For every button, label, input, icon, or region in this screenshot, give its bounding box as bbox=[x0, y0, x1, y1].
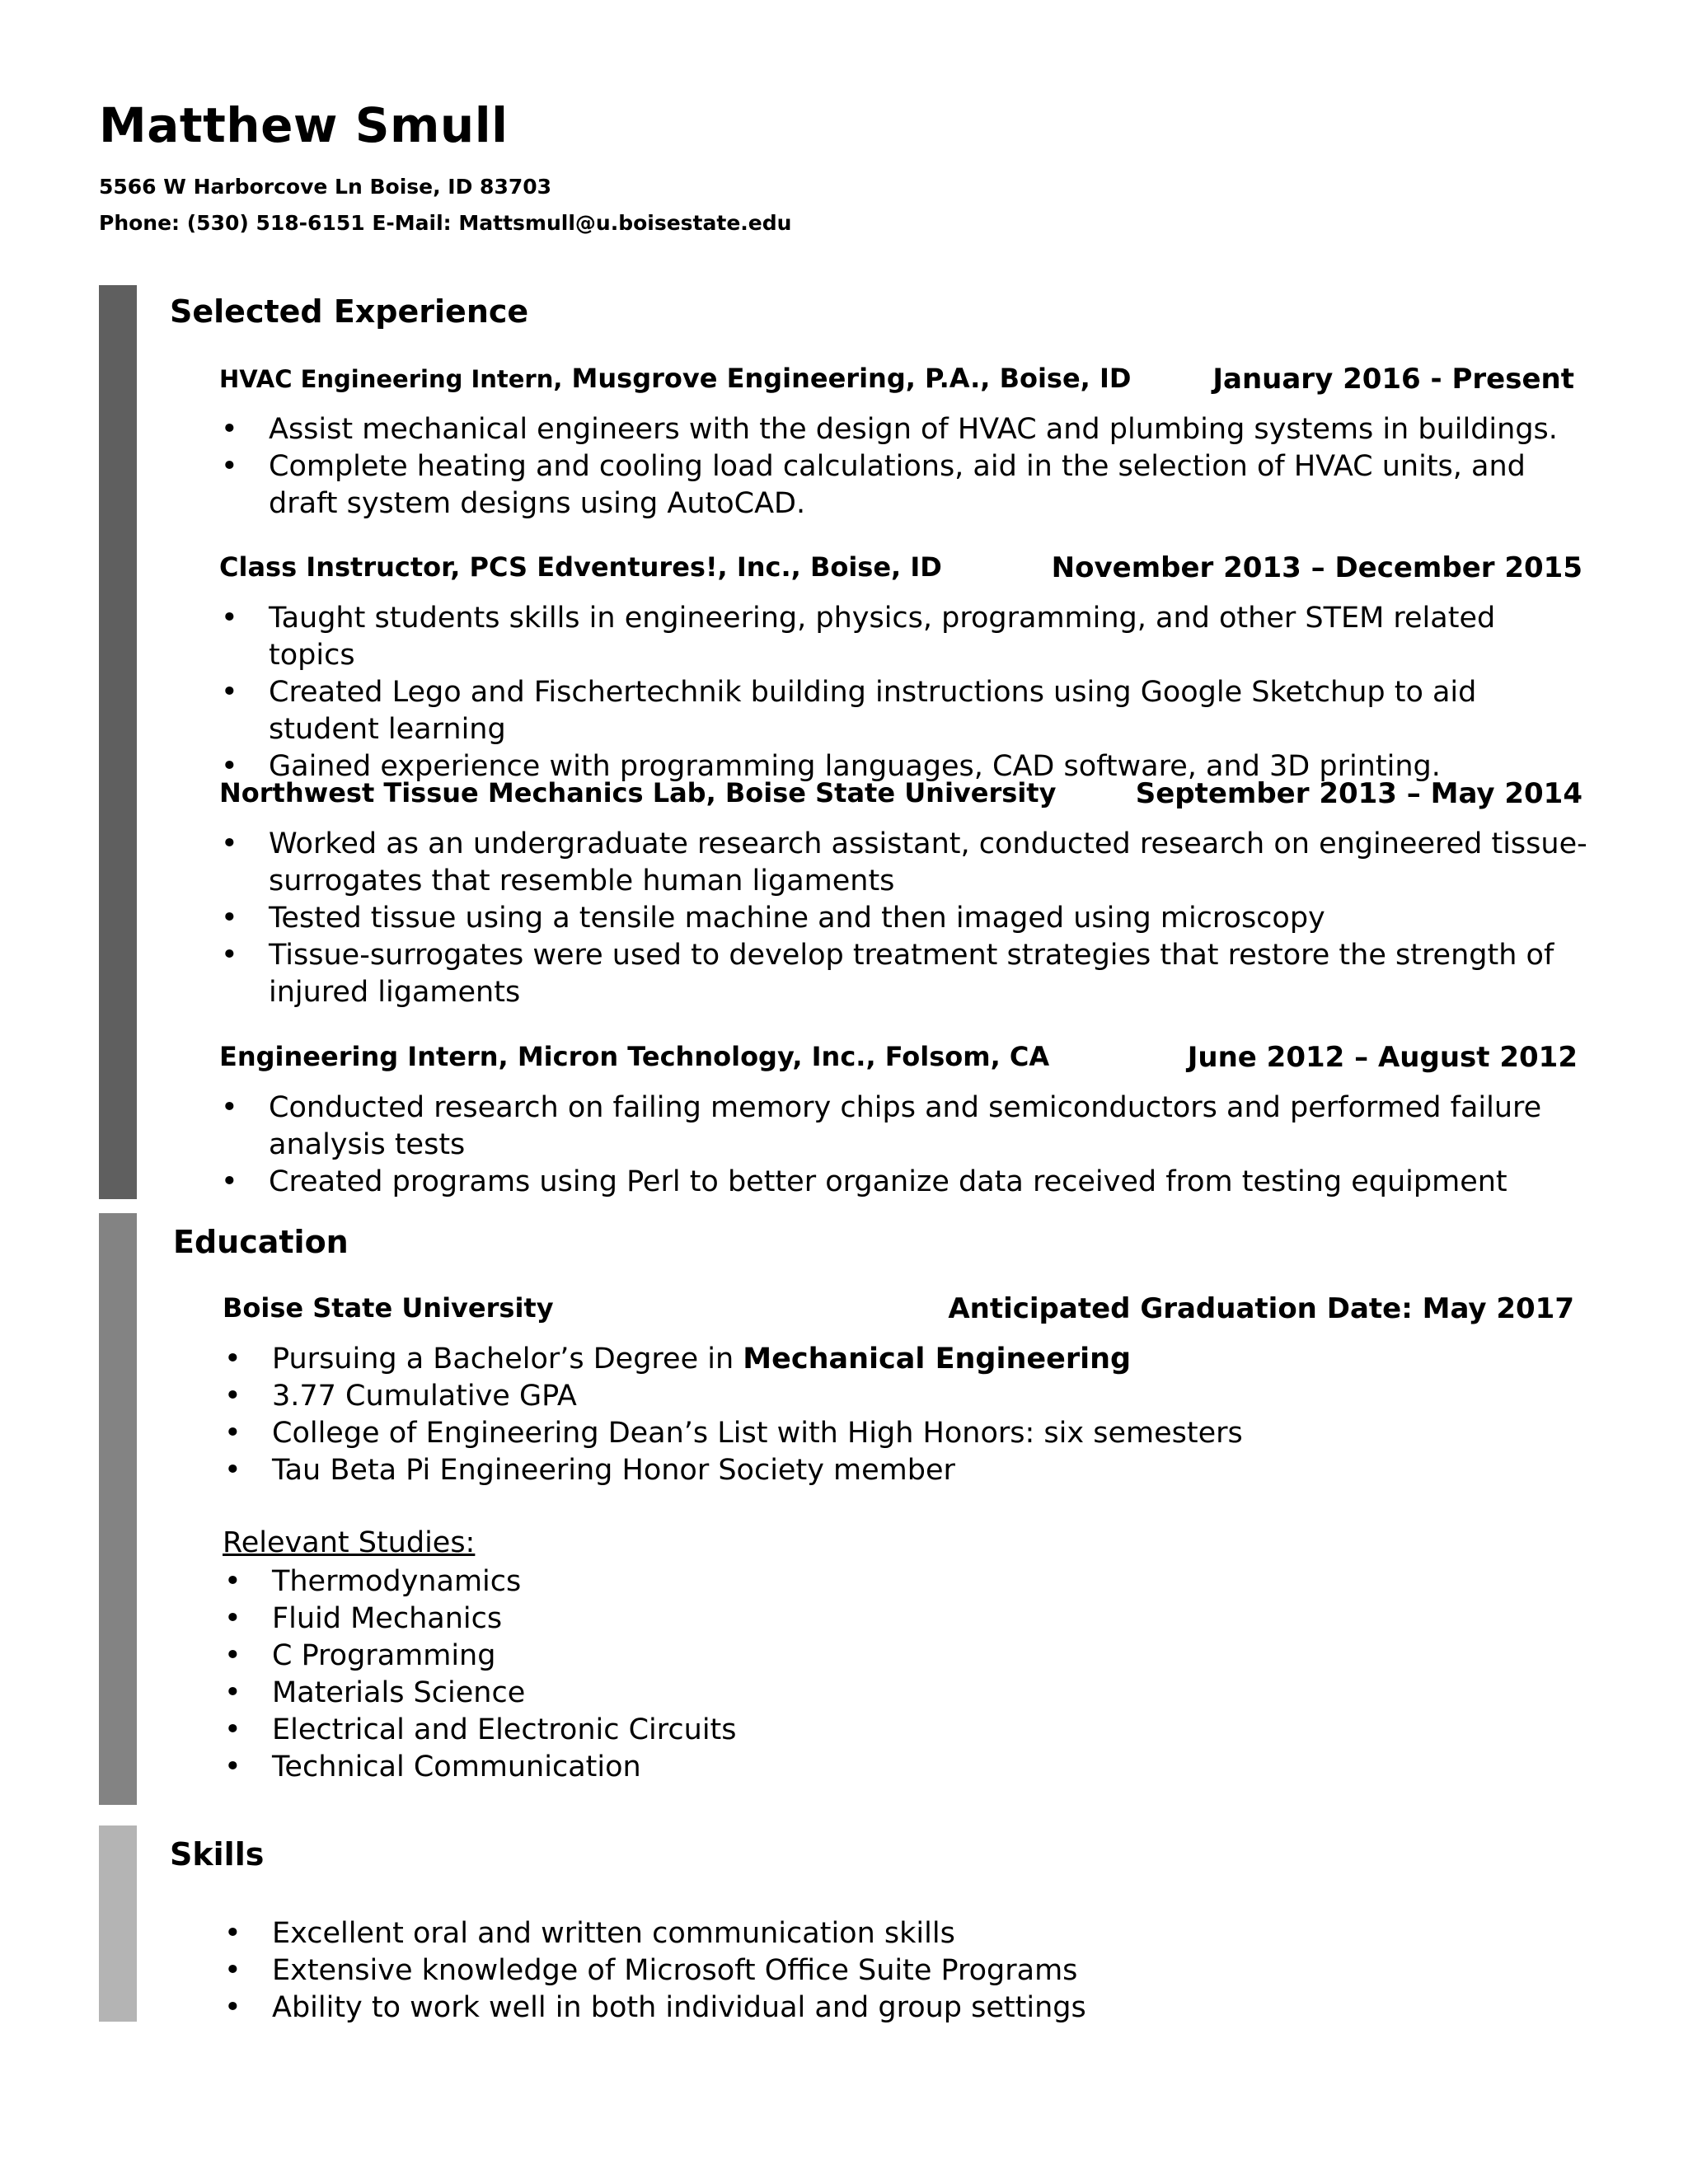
list-item bbox=[219, 1164, 1587, 1201]
list-item bbox=[219, 826, 1587, 900]
bullet-icon: • bbox=[221, 1165, 238, 1198]
bullet-text: Materials Science bbox=[272, 1676, 526, 1709]
bullet-icon: • bbox=[221, 902, 238, 935]
school-header bbox=[223, 1292, 1574, 1325]
job-header bbox=[219, 363, 1582, 396]
bullet-icon: • bbox=[221, 939, 238, 972]
list-item bbox=[223, 1563, 1582, 1601]
degree-prefix: Pursuing a Bachelor’s Degree in bbox=[272, 1343, 743, 1376]
job-title: Northwest Tissue Mechanics Lab, Boise State University bbox=[219, 777, 1057, 808]
job-bullets bbox=[219, 826, 1587, 1011]
list-item bbox=[223, 1712, 1582, 1749]
bullet-text: Created programs using Perl to better organize data received from testing equipment bbox=[269, 1165, 1507, 1198]
bullet-text: Extensive knowledge of Microsoft Office Suite Programs bbox=[272, 1954, 1078, 1987]
bullet-icon: • bbox=[224, 1917, 241, 1950]
list-item bbox=[223, 1638, 1582, 1675]
education-accent-bar bbox=[99, 1213, 137, 1805]
list-item bbox=[223, 1675, 1582, 1712]
job-organization: Musgrove Engineering, P.A., Boise, ID bbox=[562, 363, 1132, 394]
graduation-date: Anticipated Graduation Date: May 2017 bbox=[948, 1292, 1574, 1325]
bullet-icon: • bbox=[221, 413, 238, 446]
list-item bbox=[219, 600, 1587, 674]
bullet-icon: • bbox=[224, 1954, 241, 1987]
bullet-icon: • bbox=[224, 1676, 241, 1709]
bullet-text: C Programming bbox=[272, 1639, 496, 1672]
job-dates: November 2013 – December 2015 bbox=[1051, 551, 1582, 584]
section-title-education: Education bbox=[173, 1224, 349, 1260]
bullet-icon: • bbox=[221, 1091, 238, 1124]
list-item bbox=[219, 674, 1587, 748]
job-dates: June 2012 – August 2012 bbox=[1187, 1041, 1578, 1074]
bullet-text: Thermodynamics bbox=[272, 1565, 522, 1598]
job-header bbox=[219, 551, 1582, 584]
bullet-icon: • bbox=[224, 1565, 241, 1598]
bullet-icon: • bbox=[221, 450, 238, 483]
bullet-text: Tested tissue using a tensile machine and then imaged using microscopy bbox=[269, 902, 1325, 935]
job-header bbox=[219, 777, 1582, 810]
bullet-text: Tau Beta Pi Engineering Honor Society member bbox=[272, 1454, 955, 1487]
relevant-studies-heading: Relevant Studies: bbox=[223, 1526, 476, 1559]
degree-major: Mechanical Engineering bbox=[743, 1343, 1132, 1376]
bullet-icon: • bbox=[224, 1991, 241, 2024]
bullet-icon: • bbox=[224, 1343, 241, 1376]
school-name: Boise State University bbox=[223, 1292, 554, 1324]
list-item bbox=[219, 1090, 1587, 1164]
list-item bbox=[219, 448, 1587, 523]
bullet-icon: • bbox=[224, 1380, 241, 1413]
list-item bbox=[223, 1749, 1582, 1786]
bullet-text: Ability to work well in both individual and group settings bbox=[272, 1991, 1086, 2024]
bullet-icon: • bbox=[224, 1454, 241, 1487]
bullet-text: College of Engineering Dean’s List with High Honors: six semesters bbox=[272, 1417, 1243, 1450]
job-role: HVAC Engineering Intern, bbox=[219, 365, 563, 393]
job-dates: January 2016 - Present bbox=[1212, 363, 1574, 396]
list-item bbox=[223, 1341, 1582, 1378]
job-header bbox=[219, 1041, 1582, 1074]
bullet-text: Excellent oral and written communication skills bbox=[272, 1917, 955, 1950]
bullet-text: Assist mechanical engineers with the design of HVAC and plumbing systems in buildings. bbox=[269, 413, 1558, 446]
list-item bbox=[223, 1378, 1582, 1415]
experience-accent-bar bbox=[99, 285, 137, 1199]
bullet-icon: • bbox=[224, 1713, 241, 1746]
bullet-icon: • bbox=[221, 750, 238, 783]
bullet-icon: • bbox=[224, 1750, 241, 1783]
bullet-text: Taught students skills in engineering, physics, programming, and other STEM related topics bbox=[269, 602, 1496, 672]
list-item bbox=[223, 1601, 1582, 1638]
bullet-text: Gained experience with programming languages, CAD software, and 3D printing. bbox=[269, 750, 1441, 783]
bullet-text: Created Lego and Fischertechnik building instructions using Google Sketchup to aid student learning bbox=[269, 676, 1477, 746]
job-title: Engineering Intern, Micron Technology, Inc., Folsom, CA bbox=[219, 1041, 1050, 1072]
bullet-icon: • bbox=[224, 1639, 241, 1672]
job-title: Class Instructor, PCS Edventures!, Inc., Boise, ID bbox=[219, 551, 942, 583]
bullet-text: Electrical and Electronic Circuits bbox=[272, 1713, 737, 1746]
bullet-text: Tissue-surrogates were used to develop treatment strategies that restore the strength of injured ligaments bbox=[269, 939, 1554, 1009]
education-bullets bbox=[223, 1341, 1582, 1489]
bullet-icon: • bbox=[224, 1602, 241, 1635]
list-item bbox=[219, 411, 1587, 448]
job-dates: September 2013 – May 2014 bbox=[1135, 777, 1582, 810]
bullet-text: 3.77 Cumulative GPA bbox=[272, 1380, 577, 1413]
bullet-text: Conducted research on failing memory chips and semiconductors and performed failure analysis tests bbox=[269, 1091, 1542, 1161]
list-item bbox=[223, 1952, 1582, 1990]
bullet-icon: • bbox=[221, 676, 238, 709]
section-title-skills: Skills bbox=[170, 1836, 265, 1872]
contact-line: Phone: (530) 518-6151 E-Mail: Mattsmull@u.boisestate.edu bbox=[99, 211, 792, 235]
bullet-icon: • bbox=[221, 602, 238, 635]
job-bullets bbox=[219, 600, 1587, 785]
bullet-text: Fluid Mechanics bbox=[272, 1602, 503, 1635]
bullet-text: Technical Communication bbox=[272, 1750, 641, 1783]
skills-list bbox=[223, 1915, 1582, 2027]
address-line: 5566 W Harborcove Ln Boise, ID 83703 bbox=[99, 175, 552, 199]
list-item bbox=[223, 1915, 1582, 1952]
list-item bbox=[223, 1452, 1582, 1489]
relevant-studies-list bbox=[223, 1563, 1582, 1786]
candidate-name: Matthew Smull bbox=[99, 97, 509, 153]
bullet-icon: • bbox=[224, 1417, 241, 1450]
list-item bbox=[223, 1415, 1582, 1452]
bullet-icon: • bbox=[221, 827, 238, 860]
job-bullets bbox=[219, 1090, 1587, 1201]
list-item bbox=[219, 900, 1587, 937]
job-bullets bbox=[219, 411, 1587, 523]
section-title-experience: Selected Experience bbox=[170, 293, 529, 330]
bullet-text: Worked as an undergraduate research assistant, conducted research on engineered tissue-surrogates that resemble human ligaments bbox=[269, 827, 1587, 898]
skills-accent-bar bbox=[99, 1825, 137, 2022]
job-title bbox=[219, 363, 1131, 394]
list-item bbox=[223, 1990, 1582, 2027]
bullet-text: Complete heating and cooling load calculations, aid in the selection of HVAC units, and draft system designs using AutoCAD. bbox=[269, 450, 1526, 520]
list-item bbox=[219, 937, 1587, 1011]
